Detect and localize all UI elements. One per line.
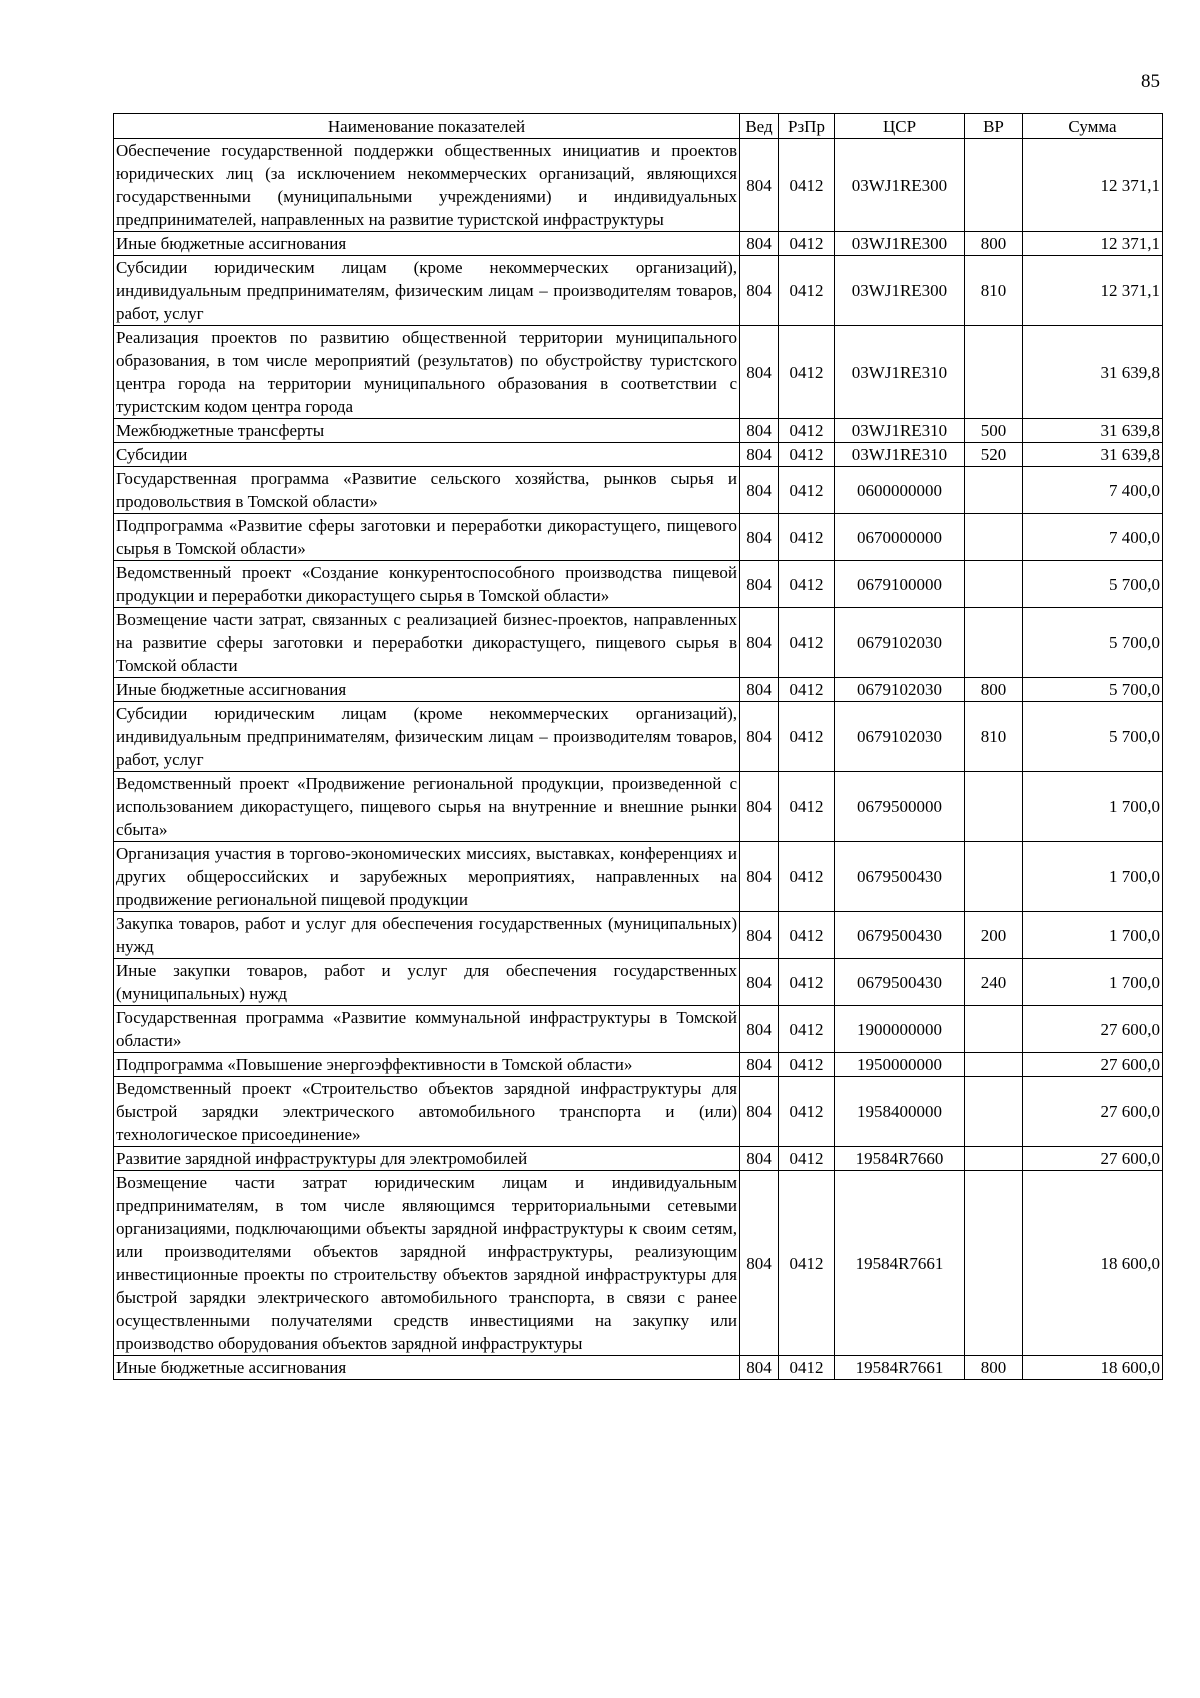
row-csr: 0670000000 [835, 514, 965, 561]
row-ved: 804 [740, 443, 779, 467]
row-csr: 0679500430 [835, 912, 965, 959]
row-name: Развитие зарядной инфраструктуры для электромобилей [114, 1147, 740, 1171]
row-sum: 5 700,0 [1023, 561, 1163, 608]
row-sum: 18 600,0 [1023, 1171, 1163, 1356]
table-row [114, 232, 1163, 256]
row-vr: 810 [965, 256, 1023, 326]
row-rzpr: 0412 [779, 772, 835, 842]
row-sum: 12 371,1 [1023, 139, 1163, 232]
row-name: Ведомственный проект «Продвижение региональной продукции, произведенной с использованием дикорастущего, пищевого сырья на внутренние и внешние рынки сбыта» [114, 772, 740, 842]
row-rzpr: 0412 [779, 326, 835, 419]
row-csr: 03WJ1RE310 [835, 419, 965, 443]
row-vr [965, 514, 1023, 561]
row-vr [965, 561, 1023, 608]
row-name: Субсидии юридическим лицам (кроме некоммерческих организаций), индивидуальным предпринимателям, физическим лицам – производителям товаров, работ, услуг [114, 702, 740, 772]
table-row [114, 912, 1163, 959]
row-sum: 31 639,8 [1023, 419, 1163, 443]
row-name: Субсидии [114, 443, 740, 467]
row-csr: 19584R7661 [835, 1356, 965, 1380]
row-sum: 5 700,0 [1023, 678, 1163, 702]
table-body [114, 139, 1163, 1380]
row-name: Иные бюджетные ассигнования [114, 1356, 740, 1380]
table-row [114, 467, 1163, 514]
table-row [114, 842, 1163, 912]
row-vr [965, 139, 1023, 232]
row-ved: 804 [740, 1171, 779, 1356]
row-vr [965, 772, 1023, 842]
row-rzpr: 0412 [779, 842, 835, 912]
row-name: Межбюджетные трансферты [114, 419, 740, 443]
row-rzpr: 0412 [779, 561, 835, 608]
row-ved: 804 [740, 232, 779, 256]
row-ved: 804 [740, 326, 779, 419]
row-sum: 7 400,0 [1023, 514, 1163, 561]
row-vr: 500 [965, 419, 1023, 443]
row-rzpr: 0412 [779, 959, 835, 1006]
row-ved: 804 [740, 702, 779, 772]
row-csr: 0679500430 [835, 959, 965, 1006]
row-ved: 804 [740, 1053, 779, 1077]
row-ved: 804 [740, 561, 779, 608]
row-csr: 19584R7660 [835, 1147, 965, 1171]
row-ved: 804 [740, 514, 779, 561]
row-rzpr: 0412 [779, 608, 835, 678]
table-row [114, 326, 1163, 419]
row-csr: 0679102030 [835, 678, 965, 702]
row-rzpr: 0412 [779, 1147, 835, 1171]
table-row [114, 772, 1163, 842]
row-rzpr: 0412 [779, 1006, 835, 1053]
row-ved: 804 [740, 256, 779, 326]
row-vr: 520 [965, 443, 1023, 467]
row-ved: 804 [740, 1006, 779, 1053]
row-sum: 7 400,0 [1023, 467, 1163, 514]
row-rzpr: 0412 [779, 232, 835, 256]
row-rzpr: 0412 [779, 678, 835, 702]
table-row [114, 702, 1163, 772]
row-ved: 804 [740, 912, 779, 959]
row-name: Реализация проектов по развитию общественной территории муниципального образования, в том числе мероприятий (результатов) по обустройству туристского центра города на территории муниципального образования в соответствии с туристским кодом центра города [114, 326, 740, 419]
row-vr [965, 326, 1023, 419]
row-csr: 0679102030 [835, 608, 965, 678]
row-sum: 18 600,0 [1023, 1356, 1163, 1380]
row-name: Обеспечение государственной поддержки общественных инициатив и проектов юридических лиц (за исключением некоммерческих организаций, являющихся государственными (муниципальными учреждениями) и индивидуальных предпринимателей, направленных на развитие туристской инфраструктуры [114, 139, 740, 232]
row-ved: 804 [740, 1147, 779, 1171]
row-ved: 804 [740, 139, 779, 232]
table-row [114, 1147, 1163, 1171]
table-row [114, 419, 1163, 443]
row-vr: 810 [965, 702, 1023, 772]
row-vr [965, 1053, 1023, 1077]
header-vr: ВР [965, 114, 1023, 139]
table-row [114, 561, 1163, 608]
header-name: Наименование показателей [114, 114, 740, 139]
row-rzpr: 0412 [779, 467, 835, 514]
row-csr: 03WJ1RE300 [835, 139, 965, 232]
row-ved: 804 [740, 1356, 779, 1380]
table-row [114, 1006, 1163, 1053]
row-ved: 804 [740, 678, 779, 702]
row-sum: 1 700,0 [1023, 959, 1163, 1006]
row-csr: 19584R7661 [835, 1171, 965, 1356]
header-rzpr: РзПр [779, 114, 835, 139]
row-csr: 1958400000 [835, 1077, 965, 1147]
row-ved: 804 [740, 842, 779, 912]
row-ved: 804 [740, 1077, 779, 1147]
row-name: Иные закупки товаров, работ и услуг для обеспечения государственных (муниципальных) нужд [114, 959, 740, 1006]
row-name: Возмещение части затрат, связанных с реализацией бизнес-проектов, направленных на развитие сферы заготовки и переработки дикорастущего, пищевого сырья в Томской области [114, 608, 740, 678]
budget-table [113, 113, 1163, 1380]
row-csr: 03WJ1RE310 [835, 443, 965, 467]
row-sum: 31 639,8 [1023, 326, 1163, 419]
row-vr: 200 [965, 912, 1023, 959]
row-sum: 27 600,0 [1023, 1006, 1163, 1053]
row-csr: 1900000000 [835, 1006, 965, 1053]
row-sum: 27 600,0 [1023, 1077, 1163, 1147]
row-sum: 12 371,1 [1023, 256, 1163, 326]
table-header-row [114, 114, 1163, 139]
page-number: 85 [1141, 71, 1160, 92]
row-vr [965, 1077, 1023, 1147]
table-row [114, 1171, 1163, 1356]
row-rzpr: 0412 [779, 1171, 835, 1356]
row-rzpr: 0412 [779, 256, 835, 326]
row-rzpr: 0412 [779, 912, 835, 959]
table-row [114, 443, 1163, 467]
row-sum: 31 639,8 [1023, 443, 1163, 467]
row-sum: 5 700,0 [1023, 608, 1163, 678]
row-name: Ведомственный проект «Строительство объектов зарядной инфраструктуры для быстрой зарядки электрического автомобильного транспорта и (или) технологическое присоединение» [114, 1077, 740, 1147]
row-rzpr: 0412 [779, 419, 835, 443]
row-sum: 1 700,0 [1023, 772, 1163, 842]
row-csr: 03WJ1RE310 [835, 326, 965, 419]
row-rzpr: 0412 [779, 1077, 835, 1147]
row-name: Закупка товаров, работ и услуг для обеспечения государственных (муниципальных) нужд [114, 912, 740, 959]
row-csr: 1950000000 [835, 1053, 965, 1077]
header-sum: Сумма [1023, 114, 1163, 139]
row-ved: 804 [740, 467, 779, 514]
row-vr: 240 [965, 959, 1023, 1006]
row-name: Иные бюджетные ассигнования [114, 232, 740, 256]
row-rzpr: 0412 [779, 1356, 835, 1380]
row-vr [965, 842, 1023, 912]
row-name: Государственная программа «Развитие коммунальной инфраструктуры в Томской области» [114, 1006, 740, 1053]
table-row [114, 1356, 1163, 1380]
row-vr: 800 [965, 1356, 1023, 1380]
row-rzpr: 0412 [779, 702, 835, 772]
row-csr: 0679102030 [835, 702, 965, 772]
row-ved: 804 [740, 608, 779, 678]
table-row [114, 1077, 1163, 1147]
row-name: Государственная программа «Развитие сельского хозяйства, рынков сырья и продовольствия в Томской области» [114, 467, 740, 514]
row-rzpr: 0412 [779, 514, 835, 561]
row-sum: 12 371,1 [1023, 232, 1163, 256]
row-vr [965, 1147, 1023, 1171]
row-csr: 0679100000 [835, 561, 965, 608]
row-vr [965, 1006, 1023, 1053]
row-csr: 03WJ1RE300 [835, 232, 965, 256]
row-sum: 1 700,0 [1023, 912, 1163, 959]
row-rzpr: 0412 [779, 139, 835, 232]
table-row [114, 1053, 1163, 1077]
row-csr: 0600000000 [835, 467, 965, 514]
row-rzpr: 0412 [779, 1053, 835, 1077]
row-name: Организация участия в торгово-экономических миссиях, выставках, конференциях и других общероссийских и зарубежных мероприятиях, направленных на продвижение региональной пищевой продукции [114, 842, 740, 912]
row-name: Возмещение части затрат юридическим лицам и индивидуальным предпринимателям, в том числе являющимся территориальными сетевыми организациями, подключающими объекты зарядной инфраструктуры к своим сетям, или производителями объектов зарядной инфраструктуры, реализующим инвестиционные проекты по строительству объектов зарядной инфраструктуры для быстрой зарядки электрического автомобильного транспорта, в связи с ранее осуществленными получателями средств инвестициями на закупку или производство оборудования объектов зарядной инфраструктуры [114, 1171, 740, 1356]
table-row [114, 514, 1163, 561]
row-name: Ведомственный проект «Создание конкурентоспособного производства пищевой продукции и переработки дикорастущего сырья в Томской области» [114, 561, 740, 608]
row-sum: 5 700,0 [1023, 702, 1163, 772]
row-vr: 800 [965, 678, 1023, 702]
table-row [114, 608, 1163, 678]
row-csr: 0679500430 [835, 842, 965, 912]
row-ved: 804 [740, 419, 779, 443]
row-vr [965, 608, 1023, 678]
header-ved: Вед [740, 114, 779, 139]
table-row [114, 256, 1163, 326]
row-vr [965, 467, 1023, 514]
row-vr: 800 [965, 232, 1023, 256]
row-sum: 27 600,0 [1023, 1053, 1163, 1077]
row-name: Иные бюджетные ассигнования [114, 678, 740, 702]
row-ved: 804 [740, 959, 779, 1006]
row-ved: 804 [740, 772, 779, 842]
table-row [114, 959, 1163, 1006]
row-vr [965, 1171, 1023, 1356]
table-row [114, 678, 1163, 702]
row-sum: 27 600,0 [1023, 1147, 1163, 1171]
row-name: Субсидии юридическим лицам (кроме некоммерческих организаций), индивидуальным предпринимателям, физическим лицам – производителям товаров, работ, услуг [114, 256, 740, 326]
row-csr: 03WJ1RE300 [835, 256, 965, 326]
row-sum: 1 700,0 [1023, 842, 1163, 912]
row-csr: 0679500000 [835, 772, 965, 842]
row-name: Подпрограмма «Повышение энергоэффективности в Томской области» [114, 1053, 740, 1077]
header-csr: ЦСР [835, 114, 965, 139]
table-row [114, 139, 1163, 232]
row-name: Подпрограмма «Развитие сферы заготовки и переработки дикорастущего, пищевого сырья в Томской области» [114, 514, 740, 561]
row-rzpr: 0412 [779, 443, 835, 467]
